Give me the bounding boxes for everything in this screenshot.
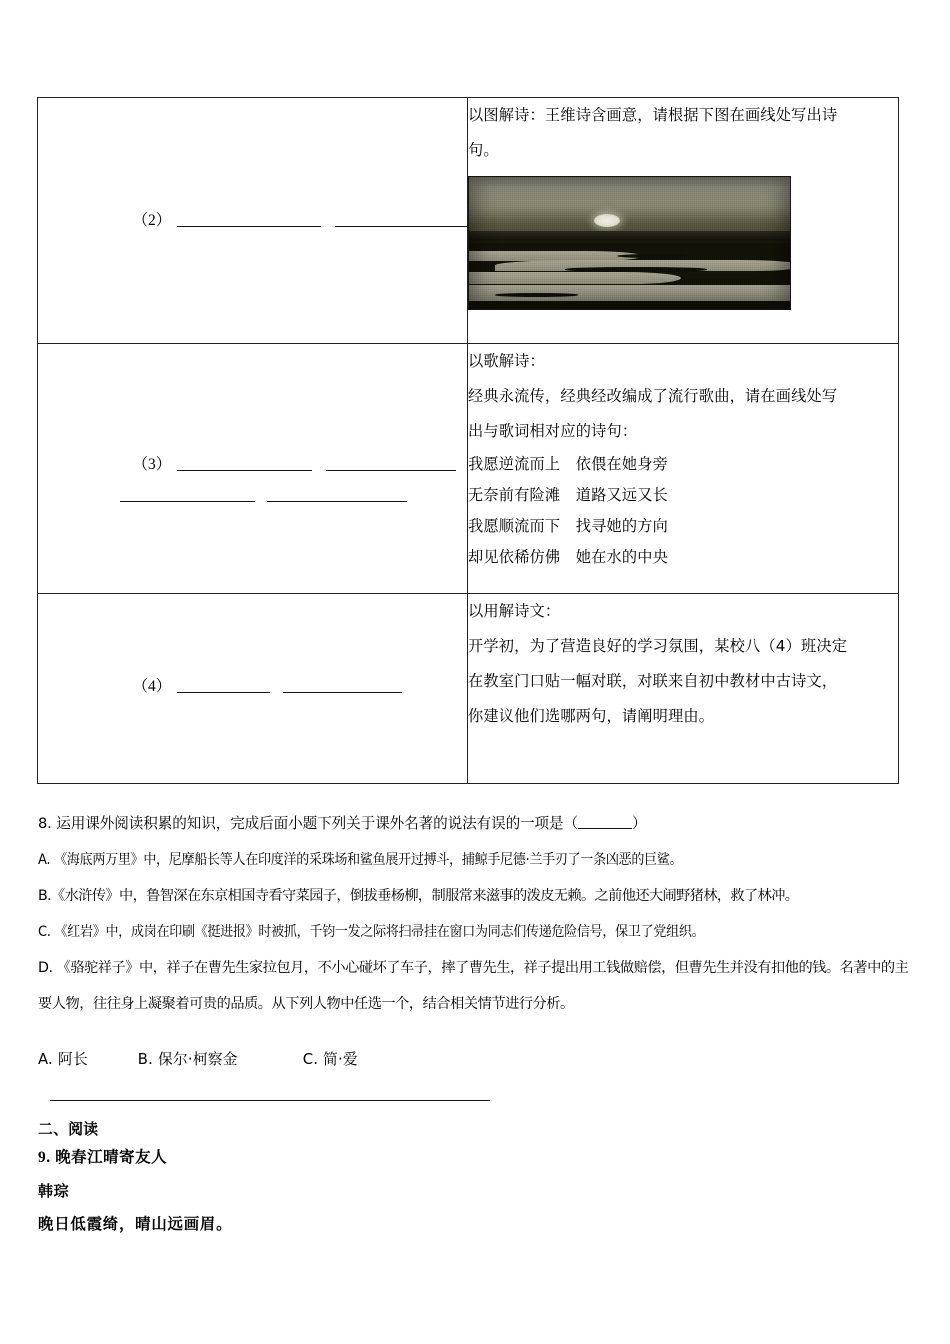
lyric-line: 我愿顺流而下 找寻她的方向: [468, 517, 669, 535]
answer-blank[interactable]: [578, 815, 632, 829]
row3-blank-line-2: [73, 468, 407, 523]
section-2-title: 二、阅读: [38, 1121, 99, 1138]
row3-prompt-cell: [468, 344, 899, 594]
blank-segment[interactable]: [177, 211, 321, 227]
question-8-stem-suffix: ）: [632, 815, 647, 832]
row4-body-line: 在教室门口贴一幅对联，对联来自初中教材中古诗文，: [468, 672, 838, 690]
option-d[interactable]: [38, 950, 922, 1022]
table-row: [38, 344, 899, 594]
row4-blank-line: [86, 656, 402, 714]
option-c[interactable]: [38, 914, 860, 950]
lyric-line: 无奈前有险滩 道路又远又长: [468, 486, 669, 504]
row3-answer-cell: [38, 344, 468, 594]
row4-prompt-cell: [468, 594, 899, 784]
row4-heading: 以用解诗文：: [468, 602, 561, 620]
answer-rule-line[interactable]: [50, 1100, 490, 1101]
question-8-stem: [38, 806, 922, 842]
desert-river-sunset-photo: [468, 176, 791, 310]
blank-segment[interactable]: [335, 211, 479, 227]
option-a-label: A.: [38, 852, 51, 868]
table-row: [38, 98, 899, 344]
row4-body-line: 你建议他们选哪两句，请阐明理由。: [468, 707, 715, 725]
blank-segment[interactable]: [267, 486, 407, 502]
row2-answer-cell: [38, 98, 468, 344]
option-a-text: 《海底两万里》中，尼摩船长等人在印度洋的采珠场和鲨鱼展开过搏斗，捕鲸手尼德·兰手刃了一条凶恶的巨鲨。: [54, 852, 683, 868]
row3-intro-line-2: 出与歌词相对应的诗句：: [468, 422, 638, 440]
option-b-text: 《水浒传》中，鲁智深在东京相国寺看守菜园子，倒拔垂杨柳，制服常来滋事的泼皮无赖。之前他还大闹野猪林，救了林冲。: [51, 888, 799, 904]
poetry-exercise-table: [37, 97, 899, 784]
row3-heading: 以歌解诗：: [468, 352, 545, 370]
blank-segment[interactable]: [120, 486, 255, 502]
lyric-line: 却见依稀仿佛 她在水的中央: [468, 548, 669, 566]
row4-body-line: 开学初，为了营造良好的学习氛围，某校八（4）班决定: [468, 637, 848, 655]
poem-line: 晚日低霞绮，晴山远画眉。: [38, 1216, 233, 1233]
option-b[interactable]: [38, 878, 922, 914]
option-a[interactable]: [38, 842, 860, 878]
row4-item-number: （4）: [132, 678, 172, 695]
option-d-label: D.: [38, 960, 53, 976]
row2-heading-cont: 句。: [468, 141, 499, 159]
poem-author: 韩琮: [38, 1184, 70, 1200]
photo-vignette: [469, 177, 790, 309]
table-row: [38, 594, 899, 784]
row2-blank-line: [86, 190, 479, 248]
row2-item-number: （2）: [132, 212, 172, 229]
blank-segment[interactable]: [283, 677, 402, 693]
row2-heading: 以图解诗：王维诗含画意，请根据下图在画线处写出诗: [468, 106, 838, 124]
question-8-stem-text: 8. 运用课外阅读积累的知识，完成后面小题下列关于课外名著的说法有误的一项是（: [38, 815, 579, 832]
row2-prompt-cell: [468, 98, 899, 344]
question-8: [38, 806, 922, 1022]
row3-item-number: （3）: [132, 456, 172, 473]
option-b-label: B.: [38, 888, 52, 904]
option-c-text: 《红岩》中，成岗在印刷《挺进报》时被抓，千钧一发之际将扫帚挂在窗口为同志们传递危险信号，保卫了党组织。: [54, 924, 705, 940]
blank-segment[interactable]: [177, 677, 270, 693]
row3-intro-line-1: 经典永流传，经典经改编成了流行歌曲，请在画线处写: [468, 387, 838, 405]
row4-answer-cell: [38, 594, 468, 784]
option-d-text: 《骆驼祥子》中，祥子在曹先生家拉包月，不小心碰坏了车子，摔了曹先生，祥子提出用工钱做赔偿，但曹先生并没有扣他的钱。名著中的主要人物，往往身上凝聚着可贵的品质。从下列人物中任选一个，结合相关情节进行分析。: [38, 960, 909, 1012]
question-9-title: 9. 晚春江晴寄友人: [38, 1149, 168, 1166]
character-choice-options[interactable]: A. 阿长 B. 保尔·柯察金 C. 简·爱: [38, 1051, 358, 1068]
lyric-line: 我愿逆流而上 依偎在她身旁: [468, 455, 669, 473]
option-c-label: C.: [38, 924, 51, 940]
